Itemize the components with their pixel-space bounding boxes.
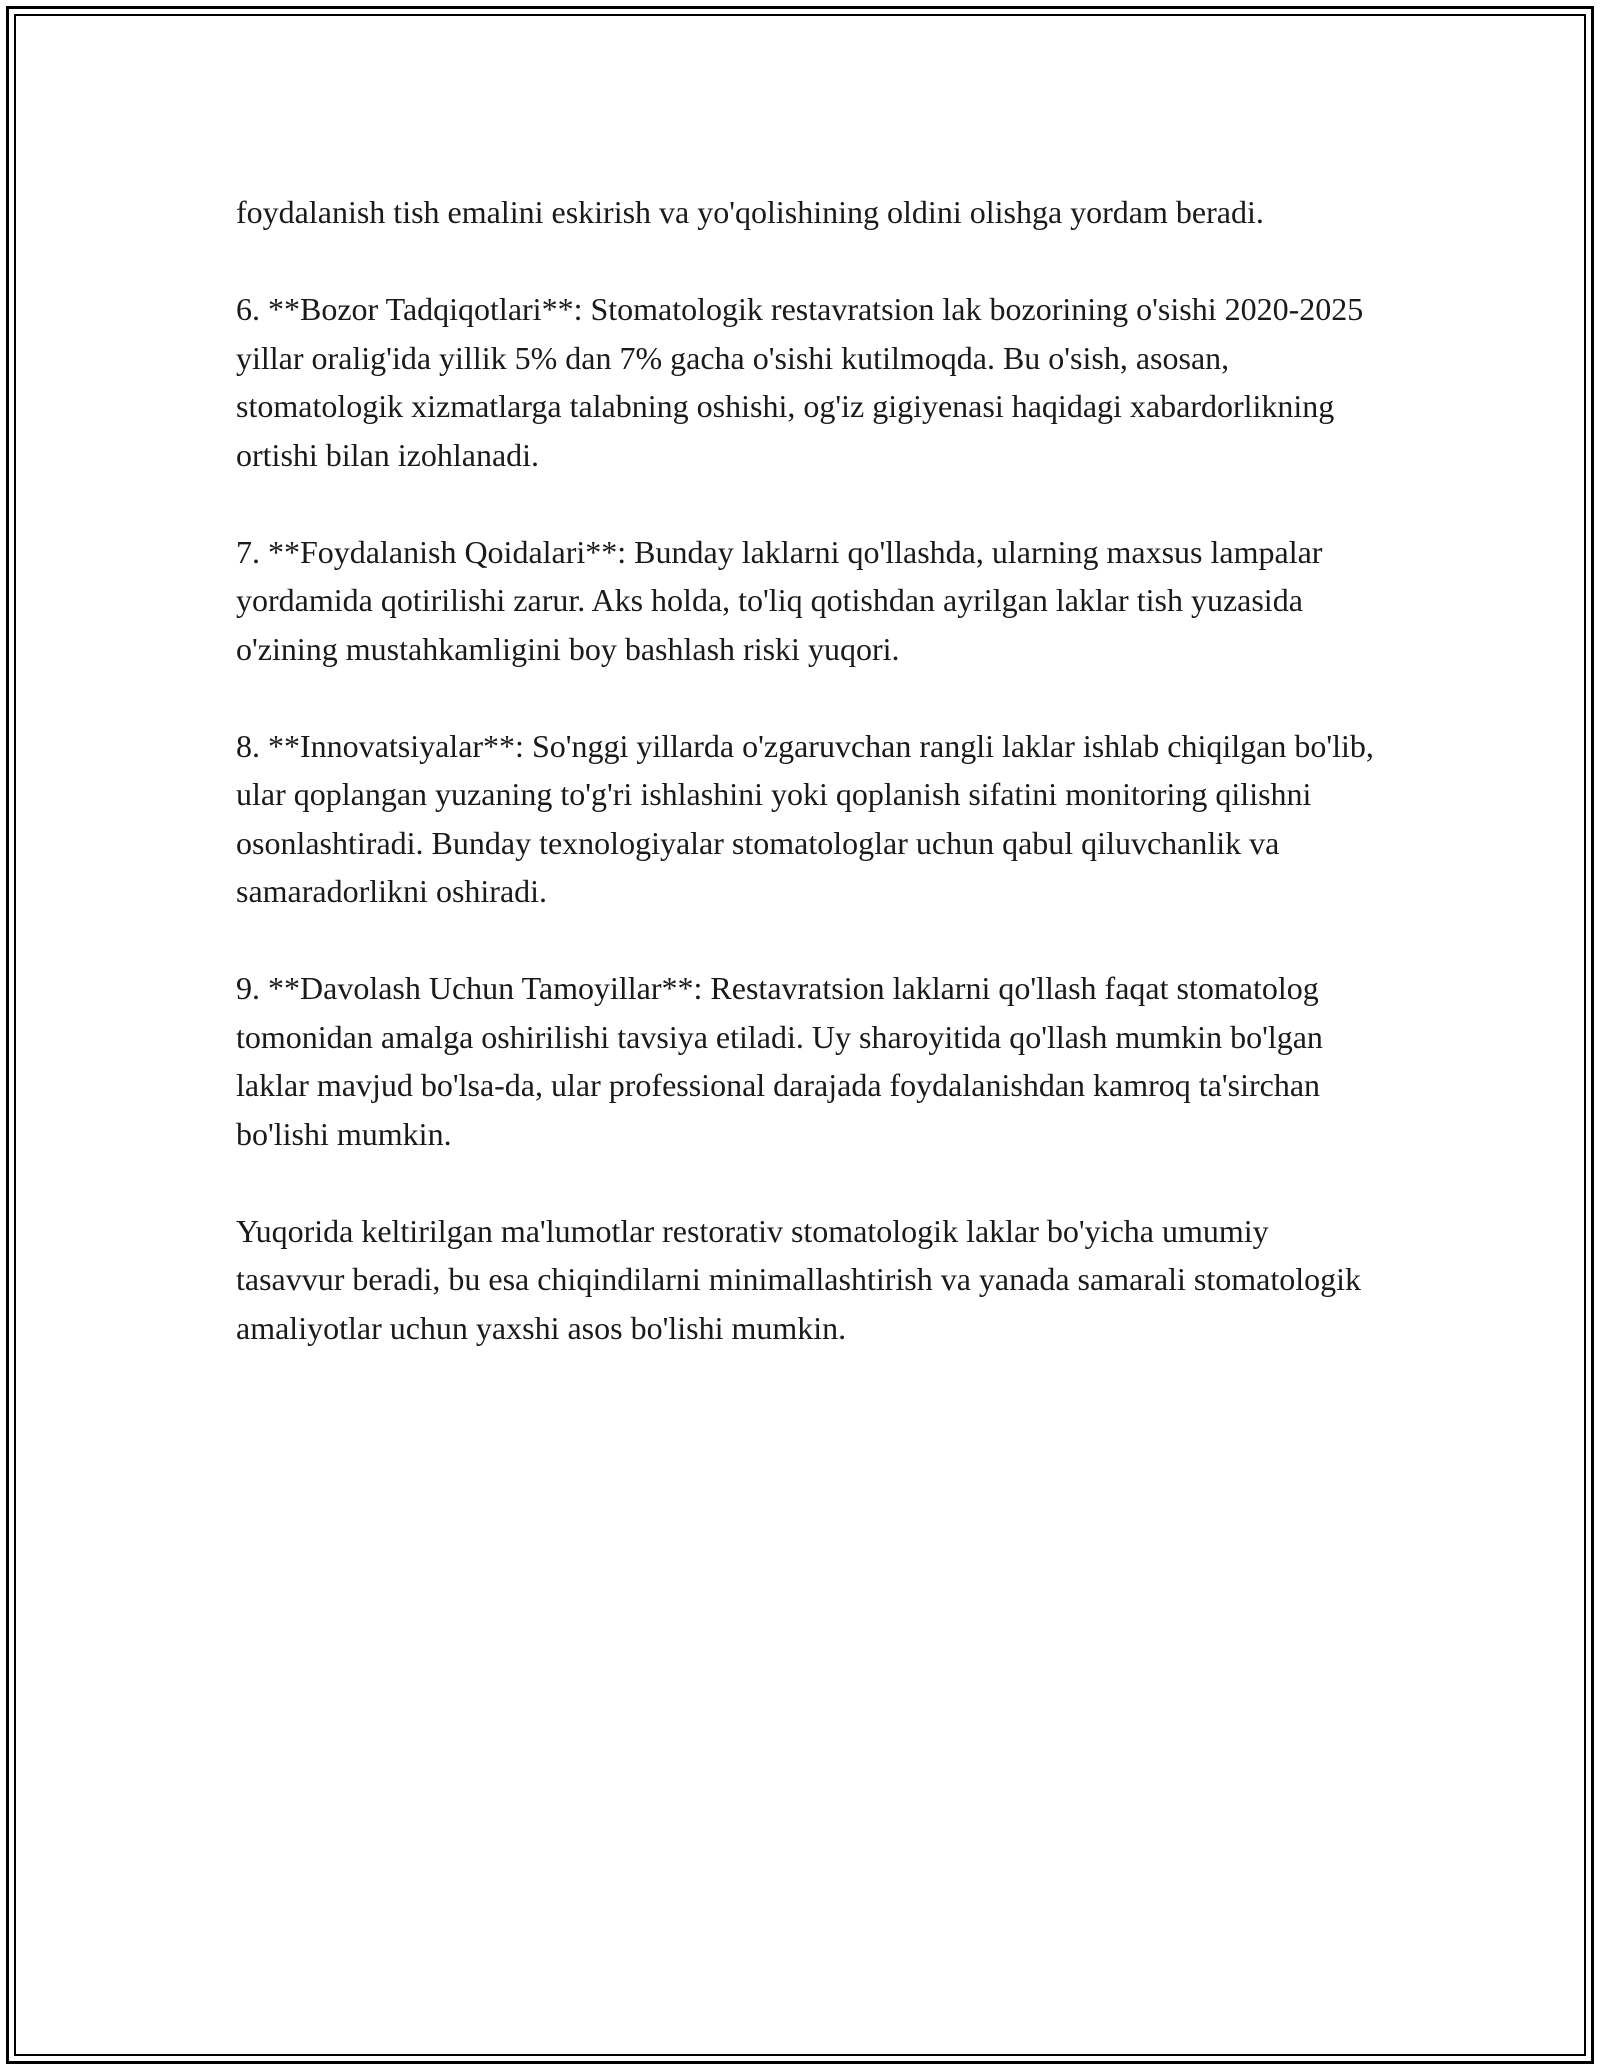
document-body bbox=[236, 188, 1376, 1401]
paragraph-innovations: 8. **Innovatsiyalar**: So'nggi yillarda o'zgaruvchan rangli laklar ishlab chiqilgan bo'lib, ular qoplangan yuzaning to'g'ri ishlashini yoki qoplanish sifatini monitoring qilishni osonlashtiradi. Bunday texnologiyalar stomatologlar uchun qabul qiluvchanlik va samaradorlikni oshiradi. bbox=[236, 727, 1374, 909]
paragraph-usage-rules: 7. **Foydalanish Qoidalari**: Bunday laklarni qo'llashda, ularning maxsus lampalar yordamida qotirilishi zarur. Aks holda, to'liq qotishdan ayrilgan laklar tish yuzasida o'zining mustahkamligini boy bashlash riski yuqori. bbox=[236, 533, 1323, 667]
paragraph-treatment-principles: 9. **Davolash Uchun Tamoyillar**: Restavratsion laklarni qo'llash faqat stomatolog tomonidan amalga oshirilishi tavsiya etiladi. Uy sharoyitida qo'llash mumkin bo'lgan laklar mavjud bo'lsa-da, ular professional darajada foydalanishdan kamroq ta'sirchan bo'lishi mumkin. bbox=[236, 970, 1323, 1152]
paragraph-market-research: 6. **Bozor Tadqiqotlari**: Stomatologik restavratsion lak bozorining o'sishi 2020-2025 yillar oralig'ida yillik 5% dan 7% gacha o'sishi kutilmoqda. Bu o'sish, asosan, stomatologik xizmatlarga talabning oshishi, og'iz gigiyenasi haqidagi xabardorlikning ortishi bilan izohlanadi. bbox=[236, 291, 1364, 473]
paragraph-conclusion: Yuqorida keltirilgan ma'lumotlar restorativ stomatologik laklar bo'yicha umumiy tasavvur beradi, bu esa chiqindilarni minimallashtirish va yanada samarali stomatologik amaliyotlar uchun yaxshi asos bo'lishi mumkin. bbox=[236, 1212, 1362, 1346]
paragraph-continuation: foydalanish tish emalini eskirish va yo'qolishining oldini olishga yordam beradi. bbox=[236, 194, 1264, 230]
